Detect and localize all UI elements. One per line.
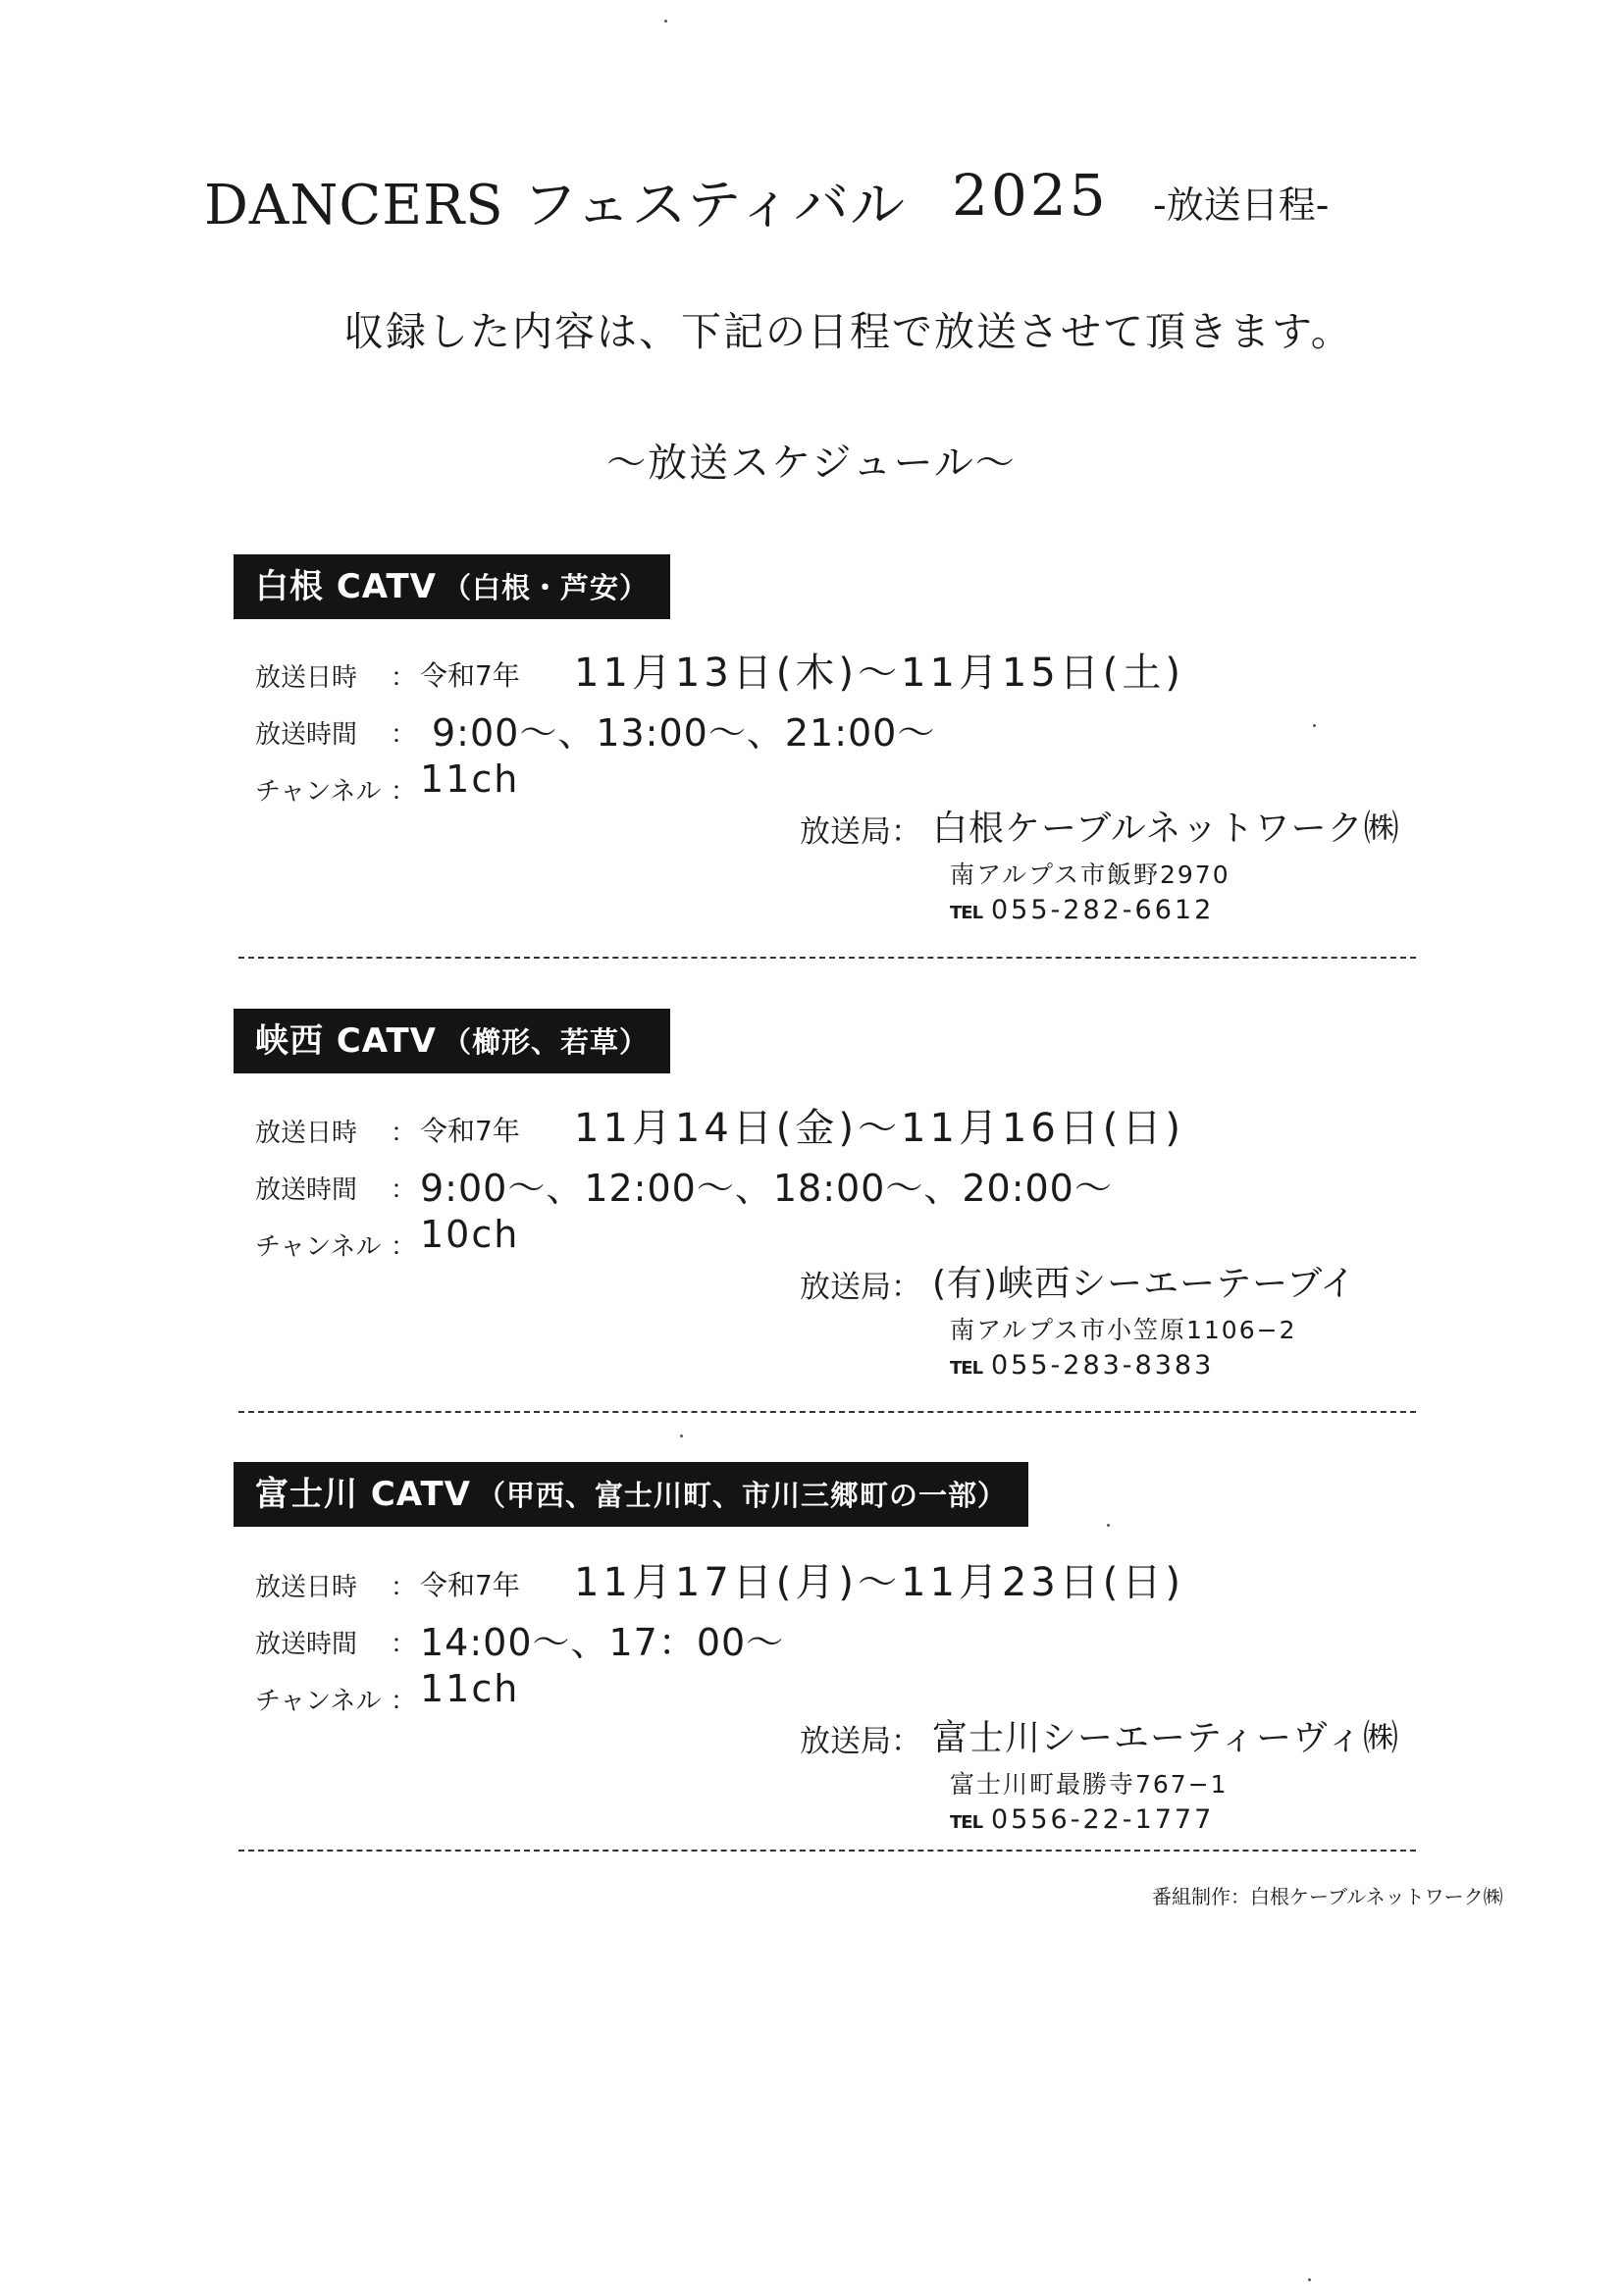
station-area: （甲西、富士川町、市川三郷町の一部） xyxy=(476,1479,1007,1512)
broadcast-date-label: 放送日時 xyxy=(255,1119,358,1148)
channel-value: 11ch xyxy=(420,1667,520,1710)
dashed-divider xyxy=(238,957,1416,959)
dashed-divider xyxy=(238,1411,1416,1413)
station-area: （白根・芦安） xyxy=(442,571,649,604)
page-subtitle: -放送日程- xyxy=(1153,183,1330,227)
scan-speck xyxy=(664,20,667,23)
broadcast-times: 14:00〜、17：00〜 xyxy=(420,1621,785,1664)
colon: ： xyxy=(391,1573,417,1602)
station-area: （櫛形、若草） xyxy=(442,1025,649,1059)
schedule-heading: 〜放送スケジュール〜 xyxy=(606,441,1017,486)
tel-label: TEL xyxy=(950,1812,983,1833)
era-year: 令和7年 xyxy=(420,1115,520,1147)
broadcaster-name: 富士川シーエーティーヴィ㈱ xyxy=(932,1718,1399,1758)
station-name: 峡西 CATV xyxy=(255,1021,437,1061)
broadcaster-label: 放送局： xyxy=(800,814,921,850)
colon: ： xyxy=(391,1175,417,1205)
page-title: DANCERS フェスティバル xyxy=(204,174,906,237)
broadcast-dates: 11月14日(金)〜11月16日(日) xyxy=(574,1106,1185,1151)
broadcaster-label: 放送局： xyxy=(800,1270,921,1305)
station-tag xyxy=(234,1009,670,1073)
page-title-year: 2025 xyxy=(952,162,1109,229)
station-tag xyxy=(234,1462,1028,1527)
colon: ： xyxy=(391,777,417,807)
broadcast-times: 9:00〜、12:00〜、18:00〜、20:00〜 xyxy=(420,1167,1113,1210)
colon: ： xyxy=(391,1630,417,1659)
dashed-divider xyxy=(238,1850,1416,1852)
channel-label: チャンネル xyxy=(255,1687,382,1716)
scan-speck xyxy=(1313,724,1316,727)
station-name: 白根 CATV xyxy=(255,567,437,606)
broadcaster-label: 放送局： xyxy=(800,1724,921,1759)
station-tag xyxy=(234,554,670,619)
tel-number: 055-282-6612 xyxy=(991,895,1215,925)
broadcast-time-label: 放送時間 xyxy=(255,720,358,750)
colon: ： xyxy=(391,663,417,693)
colon: ： xyxy=(391,720,417,750)
tel-number: 055-283-8383 xyxy=(991,1350,1215,1381)
station-name: 富士川 CATV xyxy=(255,1475,471,1514)
broadcast-times: 9:00〜、13:00〜、21:00〜 xyxy=(432,711,936,755)
broadcaster-address: 南アルプス市小笠原1106−2 xyxy=(950,1316,1297,1344)
scan-speck xyxy=(1107,1524,1110,1527)
production-credit: 番組制作：白根ケーブルネットワーク㈱ xyxy=(1152,1885,1503,1908)
broadcast-time-label: 放送時間 xyxy=(255,1175,358,1205)
channel-value: 11ch xyxy=(420,757,520,801)
tel-label: TEL xyxy=(950,903,983,923)
broadcaster-address: 南アルプス市飯野2970 xyxy=(950,861,1230,889)
broadcast-dates: 11月13日(木)〜11月15日(土) xyxy=(574,651,1185,696)
broadcaster-name: (有)峡西シーエーテーブイ xyxy=(932,1264,1357,1304)
tel-label: TEL xyxy=(950,1358,983,1379)
era-year: 令和7年 xyxy=(420,1569,520,1601)
broadcaster-address: 富士川町最勝寺767−1 xyxy=(950,1770,1229,1799)
channel-label: チャンネル xyxy=(255,777,382,807)
channel-label: チャンネル xyxy=(255,1232,382,1262)
channel-value: 10ch xyxy=(420,1213,520,1256)
broadcast-time-label: 放送時間 xyxy=(255,1630,358,1659)
intro-text: 収録した内容は、下記の日程で放送させて頂きます。 xyxy=(343,308,1353,355)
colon: ： xyxy=(391,1232,417,1262)
broadcaster-name: 白根ケーブルネットワーク㈱ xyxy=(932,809,1400,849)
broadcast-date-label: 放送日時 xyxy=(255,663,358,693)
scan-speck xyxy=(680,1435,683,1437)
broadcast-dates: 11月17日(月)〜11月23日(日) xyxy=(574,1560,1185,1605)
tel-number: 0556-22-1777 xyxy=(991,1804,1215,1835)
scan-speck xyxy=(1308,2278,1311,2281)
era-year: 令和7年 xyxy=(420,659,520,692)
colon: ： xyxy=(391,1687,417,1716)
colon: ： xyxy=(391,1119,417,1148)
broadcast-date-label: 放送日時 xyxy=(255,1573,358,1602)
